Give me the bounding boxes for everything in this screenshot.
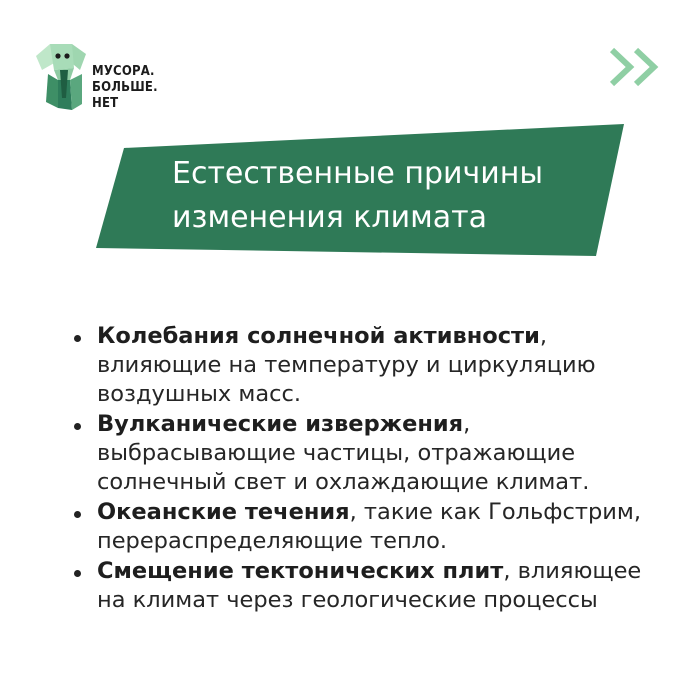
- title-banner: [96, 124, 626, 256]
- list-item-text: , влияющие на температуру и циркуляцию воздушных масс.: [97, 323, 596, 407]
- bullet-icon: [74, 423, 81, 430]
- list-item-title: Вулканические извержения: [97, 411, 464, 437]
- logo-line: МУСОРА.: [92, 64, 155, 79]
- list-item-text: , такие как Гольфстрим, перераспределяющие тепло.: [97, 499, 642, 554]
- bullet-icon: [74, 511, 81, 518]
- causes-list: [70, 322, 670, 616]
- list-item-title: Смещение тектонических плит: [97, 558, 504, 584]
- logo-line: НЕТ: [92, 96, 119, 111]
- list-item-text: , выбрасывающие частицы, отражающие солнечный свет и охлаждающие климат.: [97, 411, 590, 495]
- list-item: [70, 322, 670, 409]
- list-item: [70, 557, 670, 615]
- bullet-icon: [74, 570, 81, 577]
- page-title: [172, 152, 612, 240]
- list-item: [70, 410, 670, 497]
- list-item-title: Океанские течения: [97, 499, 350, 525]
- logo-wordmark: [92, 64, 158, 112]
- next-slide-button[interactable]: [608, 46, 664, 88]
- double-chevron-right-icon: [608, 46, 664, 88]
- brand-logo: [34, 40, 158, 114]
- logo-line: БОЛЬШЕ.: [92, 80, 158, 95]
- list-item-text: , влияющее на климат через геологические процессы: [97, 558, 642, 613]
- title-line: изменения климата: [172, 200, 487, 235]
- bullet-icon: [74, 335, 81, 342]
- list-item: [70, 498, 670, 556]
- list-item-title: Колебания солнечной активности: [97, 323, 540, 349]
- title-line: Естественные причины: [172, 156, 544, 191]
